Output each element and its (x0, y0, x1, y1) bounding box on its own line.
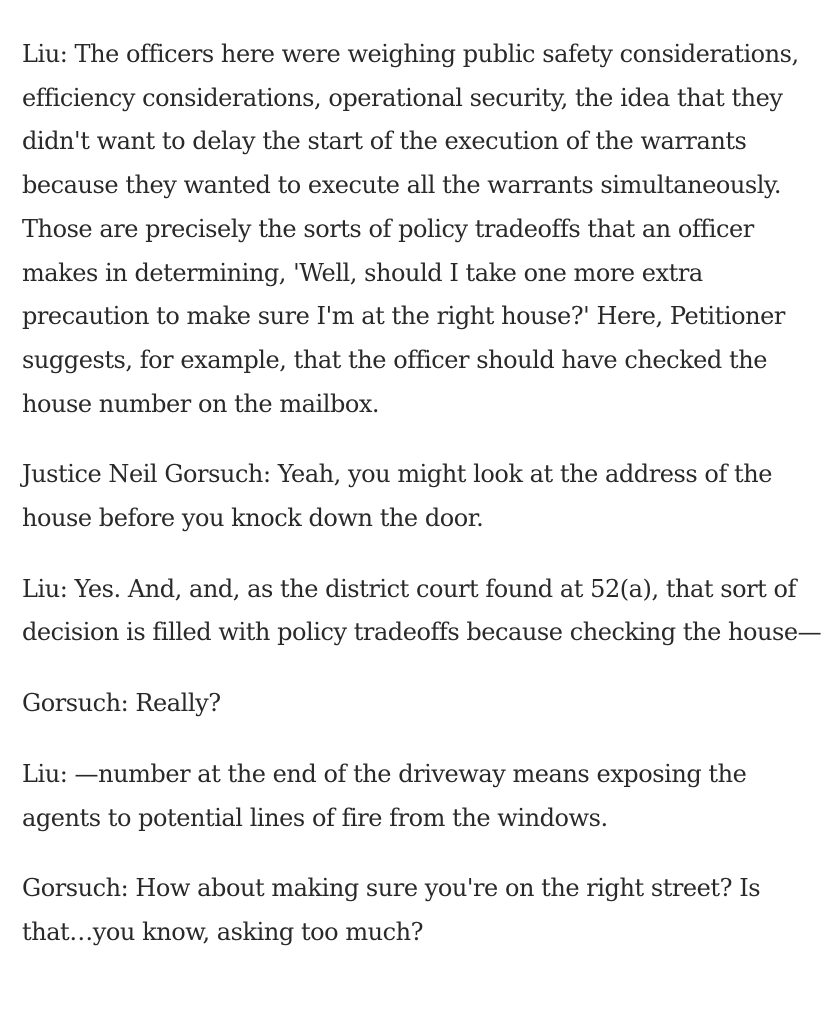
transcript-paragraph-gorsuch-address: Justice Neil Gorsuch: Yeah, you might look at the address of the house before you knock down the door. (22, 460, 772, 533)
transcript-paragraph-liu-driveway: Liu: —number at the end of the driveway means exposing the agents to potential lines of fire from the windows. (22, 759, 747, 832)
transcript-paragraph-gorsuch-street: Gorsuch: How about making sure you're on the right street? Is that…you know, asking too much? (22, 874, 761, 946)
transcript-paragraph-liu-policy-tradeoffs: Liu: The officers here were weighing public safety considerations, efficiency considerations, operational security, the idea that they didn't want to delay the start of the execution of the warrants because they wanted to execute all the warrants simultaneously. Those are precisely the sorts of policy tradeoffs that an officer makes in determining, 'Well, should I take one more extra precaution to make sure I'm at the right house?' Here, Petitioner suggests, for example, that the officer should have checked the house number on the mailbox. (22, 40, 799, 418)
transcript-paragraph-liu-district-court: Liu: Yes. And, and, as the district court found at 52(a), that sort of decision is filled with policy tradeoffs because checking the house— (22, 574, 822, 647)
transcript-paragraph-gorsuch-really: Gorsuch: Really? (22, 689, 221, 718)
